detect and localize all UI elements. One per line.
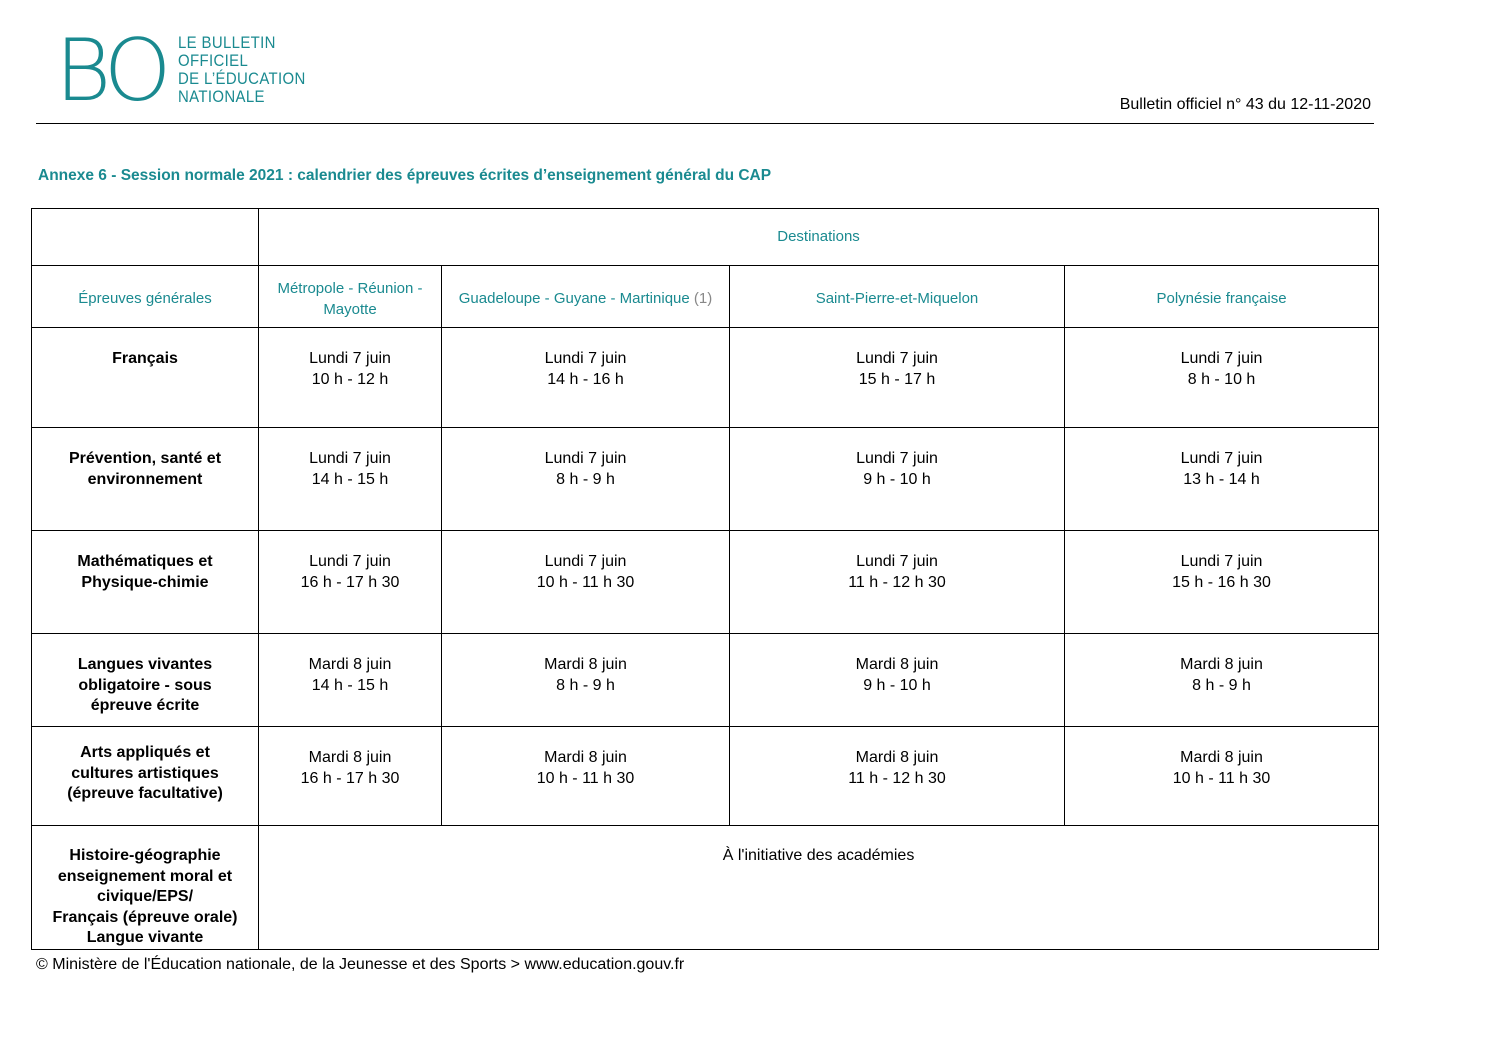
schedule-cell (1065, 531, 1379, 634)
logo-line: LE BULLETIN (177, 33, 276, 52)
schedule-cell (259, 428, 442, 531)
table-row (32, 328, 1379, 428)
cell-day: Lundi 7 juin (1180, 450, 1263, 467)
column-header-label: Polynésie française (1156, 290, 1287, 308)
cell-time: 10 h - 11 h 30 (1172, 769, 1271, 787)
row-header-line: Prévention, santé et (68, 450, 222, 467)
schedule-cell (259, 328, 442, 428)
cell-day: Lundi 7 juin (1180, 553, 1263, 570)
column-header (730, 266, 1065, 328)
destinations-header: Destinations (259, 209, 1379, 266)
column-header-row (32, 266, 1379, 328)
table-row (32, 826, 1379, 950)
annex-title: Annexe 6 - Session normale 2021 : calendrier des épreuves écrites d’enseignement général du CAP (38, 167, 772, 184)
cell-time: 9 h - 10 h (863, 676, 931, 694)
logo-line: NATIONALE (177, 87, 265, 106)
cell-day: Lundi 7 juin (309, 350, 391, 367)
cell-time: 16 h - 17 h 30 (300, 769, 400, 787)
schedule-cell (259, 727, 442, 826)
cell-time: 9 h - 10 h (863, 470, 931, 488)
page-footer: © Ministère de l'Éducation nationale, de la Jeunesse et des Sports > www.education.gouv.fr (36, 956, 685, 973)
table-row (32, 531, 1379, 634)
schedule-cell (730, 531, 1065, 634)
cell-time: 8 h - 9 h (556, 470, 615, 488)
schedule-cell (442, 727, 730, 826)
cell-time: 14 h - 15 h (311, 676, 389, 694)
cell-day: Mardi 8 juin (1180, 749, 1263, 766)
row-header-line: Langues vivantes (77, 656, 213, 673)
column-header-note: (1) (693, 290, 713, 308)
cell-day: Mardi 8 juin (308, 749, 392, 766)
cell-time: 13 h - 14 h (1183, 470, 1260, 488)
row-header (32, 531, 259, 634)
schedule-cell (442, 531, 730, 634)
column-header-label: Guadeloupe - Guyane - Martinique (458, 290, 690, 308)
row-header (32, 826, 259, 950)
cell-time: 10 h - 12 h (311, 370, 389, 388)
cell-time: 8 h - 9 h (556, 676, 615, 694)
schedule-cell (442, 634, 730, 727)
cell-time: 10 h - 11 h 30 (536, 573, 635, 591)
cell-time: 11 h - 12 h 30 (848, 769, 946, 787)
table-row (32, 634, 1379, 727)
row-header-line: civique/EPS/ (96, 888, 194, 905)
logo-line: DE L’ÉDUCATION (177, 69, 306, 88)
row-header-line: Mathématiques et (77, 553, 213, 570)
cell-time: 14 h - 16 h (547, 370, 624, 388)
cell-time: 16 h - 17 h 30 (300, 573, 400, 591)
schedule-cell (730, 428, 1065, 531)
row-header-line: (épreuve facultative) (67, 785, 223, 802)
cell-time: 8 h - 10 h (1187, 370, 1256, 388)
schedule-cell (730, 634, 1065, 727)
column-header-label: Métropole - Réunion - Mayotte (277, 280, 423, 318)
cell-day: Lundi 7 juin (544, 450, 627, 467)
schedule-cell (730, 727, 1065, 826)
table-row (32, 428, 1379, 531)
schedule-cell (1065, 428, 1379, 531)
cell-day: Lundi 7 juin (856, 553, 938, 570)
cell-day: Lundi 7 juin (856, 350, 938, 367)
row-header-line: épreuve écrite (90, 697, 200, 714)
row-header (32, 727, 259, 826)
destinations-row (32, 209, 1379, 266)
exam-calendar-table (31, 208, 1379, 950)
cell-day: Mardi 8 juin (544, 656, 627, 673)
header-divider (36, 123, 1374, 124)
row-header-line: cultures artistiques (71, 764, 219, 782)
cell-day: Lundi 7 juin (544, 350, 627, 367)
cell-day: Mardi 8 juin (1180, 656, 1263, 673)
bo-logo-mark: BO (55, 21, 166, 121)
row-header (32, 428, 259, 531)
cell-time: 14 h - 15 h (311, 470, 389, 488)
cell-time: 15 h - 16 h 30 (1172, 573, 1271, 591)
row-header-line: obligatoire - sous (78, 676, 212, 694)
column-header (1065, 266, 1379, 328)
row-header-line: Histoire-géographie (69, 847, 221, 864)
row-header-line: enseignement moral et (57, 867, 233, 885)
cell-day: Mardi 8 juin (855, 749, 939, 766)
row-header-line: Arts appliqués et (80, 744, 210, 761)
cell-day: Lundi 7 juin (1180, 350, 1263, 367)
cell-time: 10 h - 11 h 30 (536, 769, 635, 787)
academies-initiative-cell: À l'initiative des académies (259, 826, 1379, 950)
cell-time: 8 h - 9 h (1192, 676, 1251, 694)
row-header-line: Langue vivante (86, 929, 204, 946)
bulletin-reference: Bulletin officiel n° 43 du 12-11-2020 (1119, 96, 1371, 113)
column-header (259, 266, 442, 328)
schedule-cell (259, 531, 442, 634)
cell-day: Lundi 7 juin (856, 450, 938, 467)
cell-time: 11 h - 12 h 30 (848, 573, 946, 591)
bo-logo (55, 21, 323, 121)
schedule-cell (730, 328, 1065, 428)
table-row (32, 727, 1379, 826)
schedule-cell (1065, 328, 1379, 428)
row-header (32, 634, 259, 727)
schedule-cell (1065, 634, 1379, 727)
logo-line: OFFICIEL (177, 51, 248, 70)
bo-logo-text (178, 34, 323, 106)
schedule-cell (259, 634, 442, 727)
row-header-line: Physique-chimie (81, 573, 209, 591)
cell-time: 15 h - 17 h (858, 370, 936, 388)
column-header (442, 266, 730, 328)
schedule-cell (442, 328, 730, 428)
first-column-header: Épreuves générales (32, 266, 259, 328)
row-header-line: Français (112, 350, 178, 367)
cell-day: Mardi 8 juin (308, 656, 392, 673)
cell-day: Lundi 7 juin (544, 553, 627, 570)
schedule-cell (1065, 727, 1379, 826)
row-header-line: Français (épreuve orale) (52, 908, 238, 926)
cell-day: Lundi 7 juin (309, 553, 391, 570)
cell-day: Mardi 8 juin (544, 749, 627, 766)
cell-day: Mardi 8 juin (855, 656, 939, 673)
row-header-line: environnement (87, 470, 203, 488)
empty-corner-cell (32, 209, 259, 266)
cell-day: Lundi 7 juin (309, 450, 391, 467)
column-header-label: Saint-Pierre-et-Miquelon (815, 290, 979, 308)
schedule-cell (442, 428, 730, 531)
row-header (32, 328, 259, 428)
